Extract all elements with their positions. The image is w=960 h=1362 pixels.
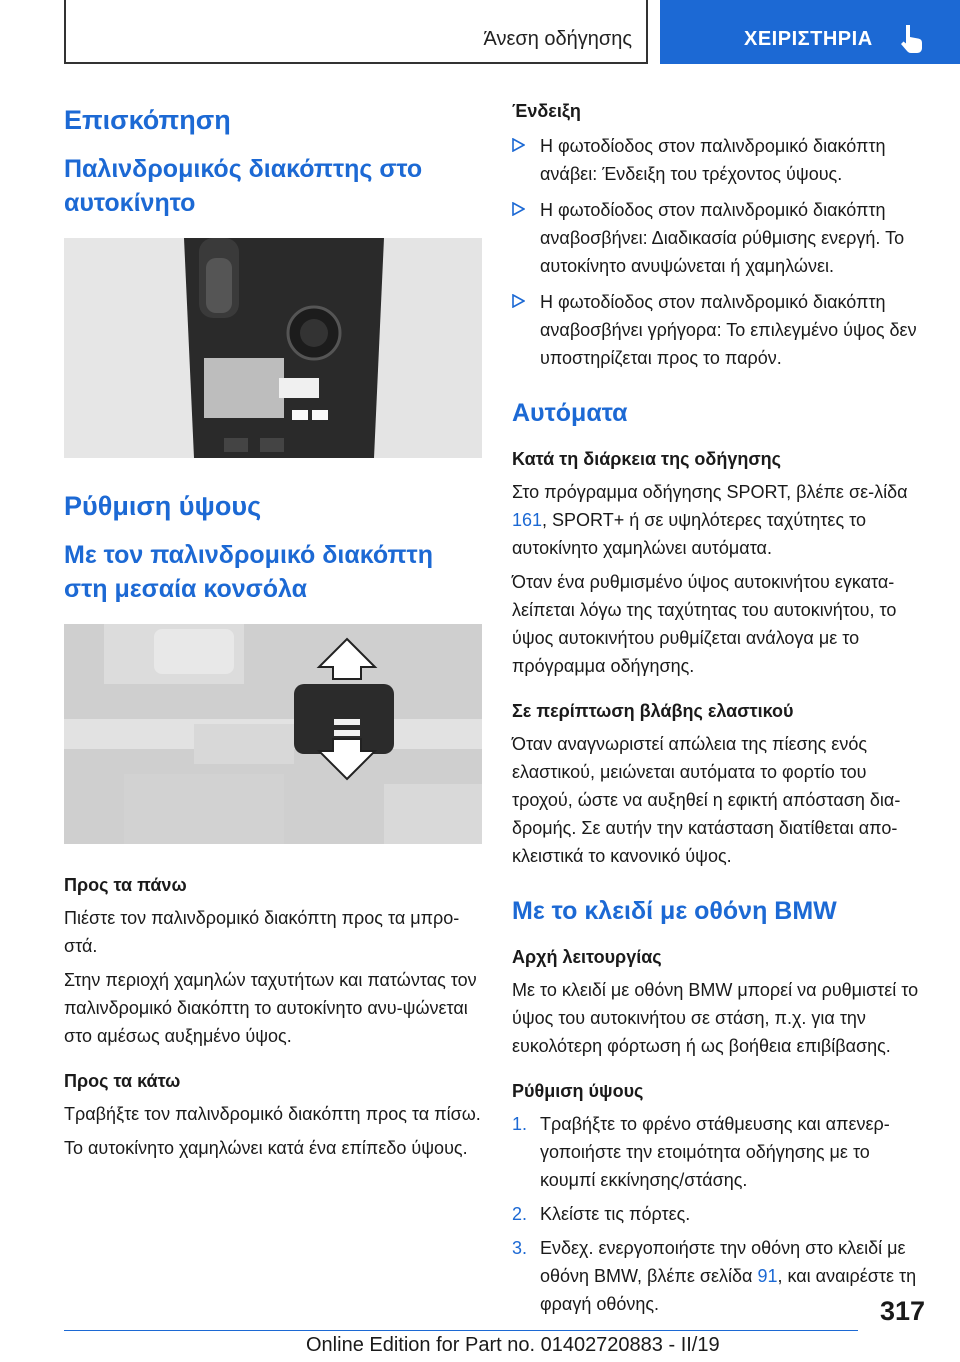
heading-rocker-switch: Παλινδρομικός διακόπτης στο αυτοκίνητο — [64, 155, 423, 217]
heading-up: Προς τα πάνω — [64, 875, 187, 895]
step-text: Τραβήξτε το φρένο στάθμευσης και απενερ-γοποιήστε την ετοιμότητα οδήγησης με το κουμπί εκκίνησης/στάσης. — [540, 1114, 890, 1190]
down-paragraph-1: Τραβήξτε τον παλινδρομικό διακόπτη προς τα πίσω. — [64, 1104, 481, 1124]
heading-down: Προς τα κάτω — [64, 1071, 181, 1091]
up-paragraph-1: Πιέστε τον παλινδρομικό διακόπτη προς τα μπρο-στά. — [64, 908, 460, 956]
step-number: 2. — [512, 1204, 528, 1224]
driving-paragraph-1: Στο πρόγραμμα οδήγησης SPORT, βλέπε σε-λίδα 161, SPORT+ ή σε υψηλότερες ταχύτητες το αυτοκίνητο χαμηλώνει αυτόματα. — [512, 482, 908, 558]
triangle-bullet-icon — [512, 138, 525, 152]
pointing-hand-icon — [896, 22, 928, 54]
list-item — [512, 1200, 930, 1228]
list-item — [512, 1110, 930, 1194]
driving-paragraph-2: Όταν ένα ρυθμισμένο ύψος αυτοκινήτου εγκατα-λείπεται λόγω της ταχύτητας του αυτοκινήτου, το ύψος αυτοκινήτου ρυθμίζεται ανάλογα με το πρόγραμμα οδήγησης. — [512, 572, 897, 676]
step-number: 1. — [512, 1114, 528, 1134]
section-title: Άνεση οδήγησης — [483, 28, 632, 50]
heading-while-driving: Κατά τη διάρκεια της οδήγησης — [512, 449, 782, 469]
footer-divider — [64, 1330, 858, 1331]
list-item-text: Η φωτοδίοδος στον παλινδρομικό διακόπτη ανάβει: Ένδειξη του τρέχοντος ύψους. — [540, 136, 886, 184]
list-item — [512, 1234, 930, 1318]
page-ref-161[interactable]: 161 — [512, 510, 543, 530]
footer-edition — [306, 1334, 720, 1357]
tire-paragraph: Όταν αναγνωριστεί απώλεια της πίεσης ενός ελαστικού, μειώνεται αυτόματα το φορτίο του τροχού, ώστε να αυξηθεί η εφικτή απόσταση δια-δρομής. Σε αυτήν την κατάσταση διατίθεται απο-κλειστικά το κανονικό ύψος. — [512, 734, 901, 866]
right-column — [512, 98, 930, 1318]
rocker-switch-image — [64, 624, 482, 844]
left-column — [64, 98, 482, 1162]
step-text: Κλείστε τις πόρτες. — [540, 1204, 691, 1224]
triangle-bullet-icon — [512, 202, 525, 216]
principle-paragraph: Με το κλειδί με οθόνη BMW μπορεί να ρυθμιστεί το ύψος του αυτοκινήτου σε στάση, π.χ. για την ευκολότερη φόρτωση ή ως βοήθεια επιβίβασης. — [512, 980, 919, 1056]
indication-list — [512, 132, 930, 372]
list-item — [512, 196, 930, 280]
list-item-text: Η φωτοδίοδος στον παλινδρομικό διακόπτη αναβοσβήνει: Διαδικασία ρύθμισης ενεργή. Το αυτοκίνητο ανυψώνεται ή χαμηλώνει. — [540, 200, 905, 276]
manual-tab[interactable] — [660, 0, 960, 64]
list-item — [512, 288, 930, 372]
list-item — [512, 132, 930, 188]
heading-key-height-adjust: Ρύθμιση ύψους — [512, 1081, 644, 1101]
heading-principle: Αρχή λειτουργίας — [512, 947, 662, 967]
edition-text: Online Edition for Part no. 01402720883 - II/19 — [306, 1334, 720, 1356]
heading-tire-damage: Σε περίπτωση βλάβης ελαστικού — [512, 701, 794, 721]
heading-height-adjust: Ρύθμιση ύψους — [64, 491, 262, 521]
page-number: 317 — [880, 1296, 926, 1326]
photo-center-console — [64, 238, 482, 458]
heading-display-key: Με το κλειδί με οθόνη BMW — [512, 897, 837, 925]
down-paragraph-2: Το αυτοκίνητο χαμηλώνει κατά ένα επίπεδο ύψους. — [64, 1138, 468, 1158]
list-item-text: Η φωτοδίοδος στον παλινδρομικό διακόπτη αναβοσβήνει γρήγορα: Το επιλεγμένο ύψος δεν υποστηρίζεται προς το παρόν. — [540, 292, 917, 368]
heading-overview: Επισκόπηση — [64, 105, 231, 135]
steps-list — [512, 1110, 930, 1318]
header-section-box — [64, 0, 648, 64]
center-console-image — [64, 238, 482, 458]
step-text: Ενδεχ. ενεργοποιήστε την οθόνη στο κλειδί με οθόνη BMW, βλέπε σελίδα 91, και αναιρέστε τη φραγή οθόνης. — [540, 1238, 917, 1314]
photo-rocker-switch — [64, 624, 482, 844]
manual-tab-label: ΧΕΙΡΙΣΤΗΡΙΑ — [744, 28, 873, 50]
triangle-bullet-icon — [512, 294, 525, 308]
step-number: 3. — [512, 1238, 528, 1258]
heading-indication: Ένδειξη — [512, 101, 581, 121]
heading-automatic: Αυτόματα — [512, 399, 628, 427]
up-paragraph-2: Στην περιοχή χαμηλών ταχυτήτων και πατώντας τον παλινδρομικό διακόπτη το αυτοκίνητο ανυ-ψώνεται στο αμέσως αυξημένο ύψος. — [64, 970, 477, 1046]
heading-console-switch: Με τον παλινδρομικό διακόπτη στη μεσαία κονσόλα — [64, 541, 433, 603]
page-ref-91[interactable]: 91 — [757, 1266, 778, 1286]
